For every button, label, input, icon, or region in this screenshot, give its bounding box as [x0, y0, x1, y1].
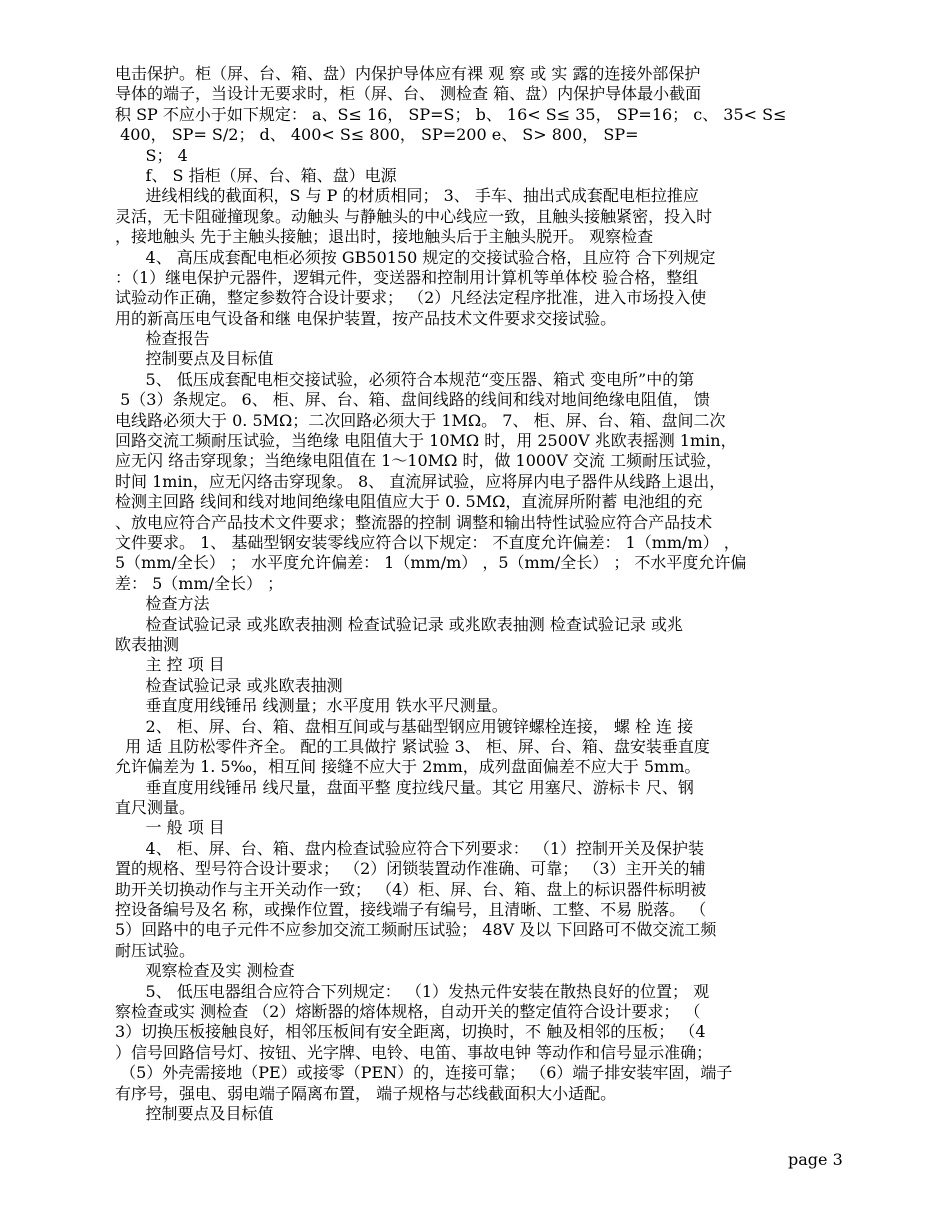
text-line: 察检查或实 测检查 （2）熔断器的熔体规格，自动开关的整定值符合设计要求； （ — [115, 1001, 701, 1021]
text-line: 应无闪 络击穿现象；当绝缘电阻值在 1～10MΩ 时，做 1000V 交流 工频耐压试验， — [115, 451, 722, 471]
text-line: 控制要点及目标值 — [115, 1103, 274, 1123]
text-line: 主 控 项 目 — [115, 655, 225, 675]
text-line: 5、 低压成套配电柜交接试验，必须符合本规范“变压器、箱式 变电所”中的第 — [115, 369, 695, 389]
document-body — [115, 64, 815, 1124]
page-number: page 3 — [788, 1150, 843, 1169]
text-line: ：（1）继电保护元器件，逻辑元件，变送器和控制用计算机等单体校 验合格，整组 — [115, 267, 699, 287]
text-line: 进线相线的截面积，S 与 P 的材质相同； 3、 手车、抽出式成套配电柜拉推应 — [115, 186, 699, 206]
text-line: （5）外壳需接地（PE）或接零（PEN）的，连接可靠； （6）端子排安装牢固，端子 — [115, 1063, 733, 1083]
text-line: 文件要求。 1、 基础型钢安装零线应符合以下规定： 不直度允许偏差： 1（mm/m） ， — [115, 532, 740, 552]
text-line: 一 般 项 目 — [115, 818, 225, 838]
text-line: 直尺测量。 — [115, 798, 196, 818]
text-line: 控设备编号及名 称，或操作位置，接线端子有编号，且清晰、工整、不易 脱落。 （ — [115, 900, 707, 920]
text-line: 差： 5（mm/全长） ； — [115, 573, 284, 593]
text-line: 5（3）条规定。 6、 柜、屏、台、箱、盘间线路的线间和线对地间绝缘电阻值， 馈 — [115, 390, 710, 410]
text-line: 允许偏差为 1. 5‰，相互间 接缝不应大于 2mm，成列盘面偏差不应大于 5mm。 — [115, 757, 701, 777]
text-line: 用的新高压电气设备和继 电保护装置，按产品技术文件要求交接试验。 — [115, 308, 617, 328]
text-line: 检查报告 — [115, 329, 210, 349]
text-line: 控制要点及目标值 — [115, 349, 274, 369]
text-line: 回路交流工频耐压试验，当绝缘 电阻值大于 10MΩ 时，用 2500V 兆欧表摇测 1min， — [115, 431, 737, 451]
text-line: 检查方法 — [115, 594, 210, 614]
text-line: 助开关切换动作与主开关动作一致； （4）柜、屏、台、箱、盘上的标识器件标明被 — [115, 879, 707, 899]
text-line: 检测主回路 线间和线对地间绝缘电阻值应大于 0. 5MΩ，直流屏所附蓄 电池组的充 — [115, 492, 703, 512]
text-line: 垂直度用线锤吊 线测量；水平度用 铁水平尺测量。 — [115, 696, 508, 716]
text-line: 时间 1min，应无闪络击穿现象。 8、 直流屏试验，应将屏内电子器件从线路上退出， — [115, 471, 726, 491]
text-line: 积 SP 不应小于如下规定： a、S≤ 16， SP=S； b、 16< S≤ 35， SP=16； c、 35< S≤ — [115, 104, 787, 124]
text-line: 3）切换压板接触良好，相邻压板间有安全距离，切换时，不 触及相邻的压板； （4 — [115, 1022, 706, 1042]
text-line: ）信号回路信号灯、按钮、光字牌、电铃、电笛、事故电钟 等动作和信号显示准确； — [115, 1042, 713, 1062]
text-line: 电线路必须大于 0. 5MΩ；二次回路必须大于 1MΩ。 7、 柜、屏、台、箱、盘间二次 — [115, 410, 726, 430]
text-line: 置的规格、型号符合设计要求； （2）闭锁装置动作准确、可靠； （3）主开关的辅 — [115, 859, 706, 879]
text-line: 检查试验记录 或兆欧表抽测 检查试验记录 或兆欧表抽测 检查试验记录 或兆 — [115, 614, 683, 634]
text-line: 5（mm/全长） ； 水平度允许偏差： 1（mm/m） ，5（mm/全长） ； 不水平度允许偏 — [115, 553, 747, 573]
text-line: 检查试验记录 或兆欧表抽测 — [115, 675, 343, 695]
text-line: 观察检查及实 测检查 — [115, 961, 295, 981]
text-line: 耐压试验。 — [115, 940, 196, 960]
text-line: 有序号，强电、弱电端子隔离布置， 端子规格与芯线截面积大小适配。 — [115, 1083, 617, 1103]
text-line: 400， SP= S/2； d、 400< S≤ 800， SP=200 e、 S> 800， SP= — [115, 125, 639, 145]
text-line: 试验动作正确，整定参数符合设计要求； （2）凡经法定程序批准，进入市场投入使 — [115, 288, 707, 308]
text-line: 5）回路中的电子元件不应参加交流工频耐压试验； 48V 及以 下回路可不做交流工频 — [115, 920, 717, 940]
text-line: 4、 高压成套配电柜必须按 GB50150 规定的交接试验合格，且应符 合下列规定 — [115, 247, 716, 267]
text-line: 2、 柜、屏、台、箱、盘相互间或与基础型钢应用镀锌螺栓连接， 螺 栓 连 接 — [115, 716, 694, 736]
text-line: f、 S 指柜（屏、台、箱、盘）电源 — [115, 165, 397, 185]
text-line: 灵活，无卡阻碰撞现象。动触头 与静触头的中心线应一致，且触头接触紧密，投入时 — [115, 206, 713, 226]
text-line: S； 4 — [115, 145, 188, 165]
text-line: ，接地触头 先于主触头接触；退出时，接地触头后于主触头脱开。 观察检查 — [115, 227, 654, 247]
text-line: 5、 低压电器组合应符合下列规定： （1）发热元件安装在散热良好的位置； 观 — [115, 981, 710, 1001]
text-line: 导体的端子，当设计无要求时，柜（屏、台、 测检查 箱、盘）内保护导体最小截面 — [115, 84, 702, 104]
text-line: 4、 柜、屏、台、箱、盘内检查试验应符合下列要求： （1）控制开关及保护装 — [115, 838, 705, 858]
text-line: 垂直度用线锤吊 线尺量，盘面平整 度拉线尺量。其它 用塞尺、游标卡 尺、钢 — [115, 777, 694, 797]
text-line: 用 适 且防松零件齐全。 配的工具做拧 紧试验 3、 柜、屏、台、箱、盘安装垂直度 — [115, 736, 710, 756]
text-line: 、放电应符合产品技术文件要求；整流器的控制 调整和输出特性试验应符合产品技术 — [115, 512, 713, 532]
text-line: 欧表抽测 — [115, 634, 180, 654]
text-line: 电击保护。柜（屏、台、箱、盘）内保护导体应有裸 观 察 或 实 露的连接外部保护 — [115, 64, 701, 83]
